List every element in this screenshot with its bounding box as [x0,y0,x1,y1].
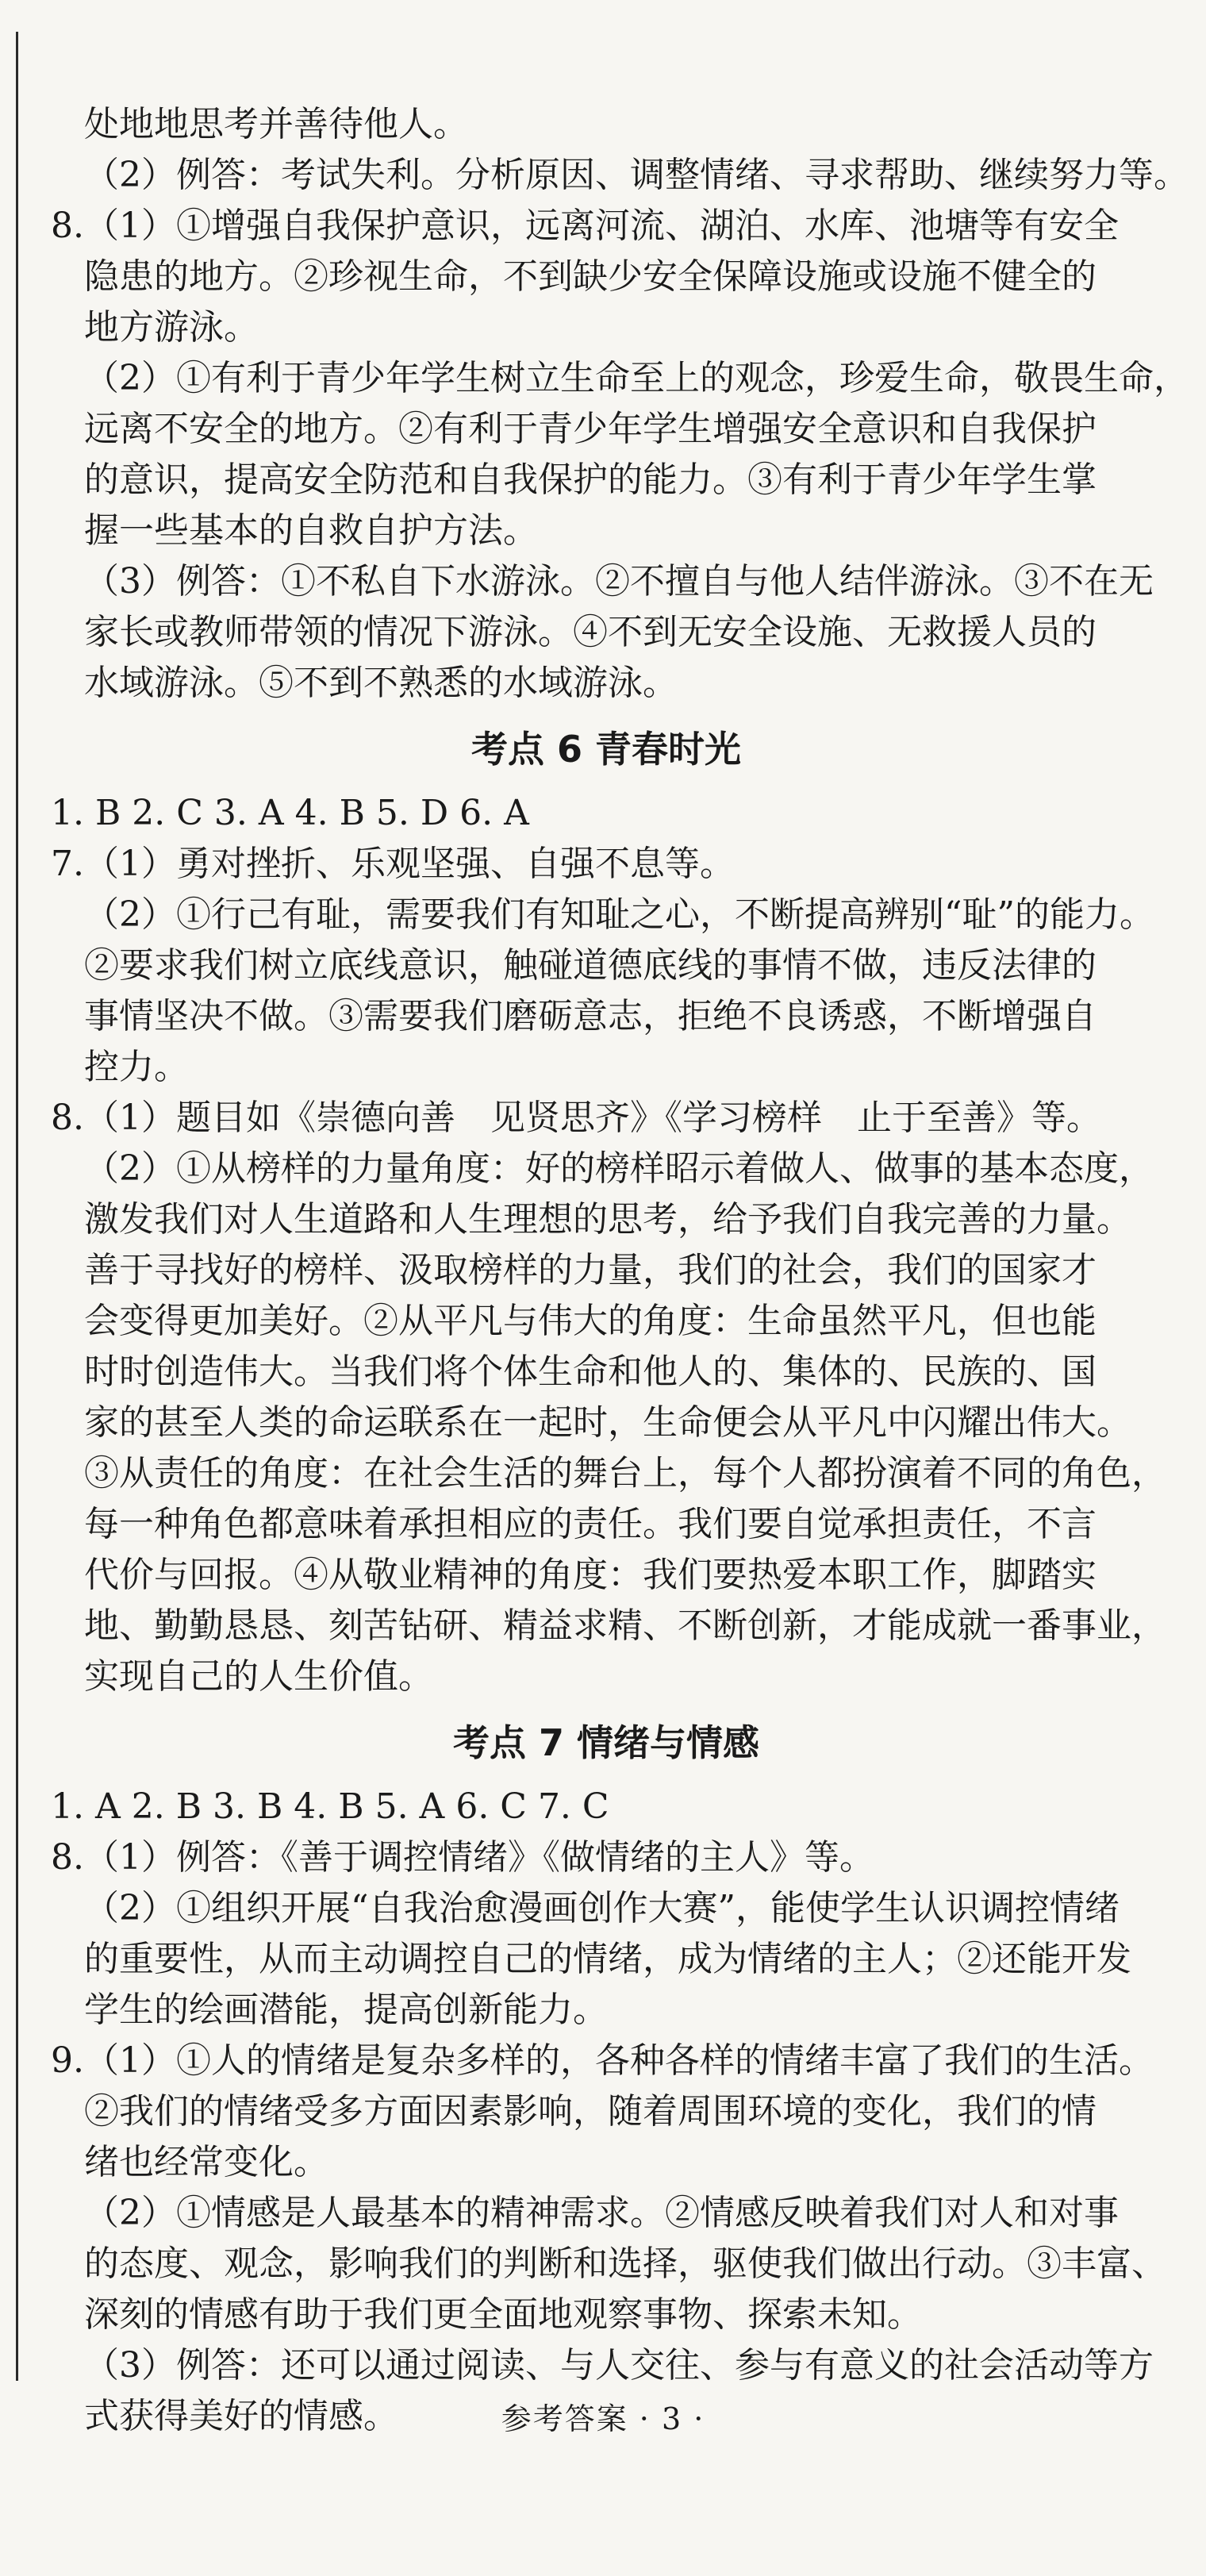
text-line: 家长或教师带领的情况下游泳。④不到无安全设施、无救援人员的 [84,612,1097,652]
text-line: 8.（1）例答：《善于调控情绪》《做情绪的主人》等。 [51,1837,874,1878]
text-line: 会变得更加美好。②从平凡与伟大的角度：生命虽然平凡，但也能 [84,1301,1097,1341]
text-line: 1. A 2. B 3. B 4. B 5. A 6. C 7. C [51,1786,609,1827]
text-line: （2）①组织开展“自我治愈漫画创作大赛”，能使学生认识调控情绪 [84,1888,1120,1928]
text-line: （2）①有利于青少年学生树立生命至上的观念，珍爱生命，敬畏生命， [84,358,1189,398]
text-line: 握一些基本的自救自护方法。 [84,510,538,551]
text-line: 8.（1）①增强自我保护意识，远离河流、湖泊、水库、池塘等有安全 [51,206,1119,246]
answer-content [51,99,1189,2442]
text-line: 式获得美好的情感。 [84,2396,398,2436]
section-title-7: 考点 7 情绪与情感 [452,1721,760,1764]
text-line: ③从责任的角度：在社会生活的舞台上，每个人都扮演着不同的角色， [84,1453,1166,1494]
text-line: 控力。 [84,1047,189,1087]
section-title-6: 考点 6 青春时光 [470,728,742,771]
text-line: 地方游泳。 [84,307,259,348]
text-line: 8.（1）题目如《崇德向善 见贤思齐》《学习榜样 止于至善》等。 [51,1098,1101,1138]
text-line: 代价与回报。④从敬业精神的角度：我们要热爱本职工作，脚踏实 [84,1555,1097,1595]
left-margin-rule [16,32,18,2381]
text-line: 的态度、观念，影响我们的判断和选择，驱使我们做出行动。③丰富、 [84,2243,1166,2284]
text-line: 1. B 2. C 3. A 4. B 5. D 6. A [51,793,529,833]
text-line: 7.（1）勇对挫折、乐观坚强、自强不息等。 [51,844,735,884]
text-line: 深刻的情感有助于我们更全面地观察事物、探索未知。 [84,2294,922,2335]
text-line: 学生的绘画潜能，提高创新能力。 [84,1990,608,2030]
text-line: 每一种角色都意味着承担相应的责任。我们要自觉承担责任，不言 [84,1504,1097,1544]
text-line: 处地地思考并善待他人。 [84,104,468,144]
text-line: 时时创造伟大。当我们将个体生命和他人的、集体的、民族的、国 [84,1351,1097,1392]
text-line: 的重要性，从而主动调控自己的情绪，成为情绪的主人；②还能开发 [84,1939,1131,1979]
text-line: 实现自己的人生价值。 [84,1656,433,1697]
text-line: 地、勤勤恳恳、刻苦钻研、精益求精、不断创新，才能成就一番事业， [84,1605,1166,1646]
text-line: （2）①情感是人最基本的精神需求。②情感反映着我们对人和对事 [84,2193,1119,2233]
text-line: ②我们的情绪受多方面因素影响，随着周围环境的变化，我们的情 [84,2091,1097,2132]
text-line: （2）①行己有耻，需要我们有知耻之心，不断提高辨别“耻”的能力。 [84,894,1154,935]
text-line: 隐患的地方。②珍视生命，不到缺少安全保障设施或设施不健全的 [84,256,1097,297]
text-line: 绪也经常变化。 [84,2142,328,2182]
text-line: 家的甚至人类的命运联系在一起时，生命便会从平凡中闪耀出伟大。 [84,1402,1131,1443]
text-line: （2）例答：考试失利。分析原因、调整情绪、寻求帮助、继续努力等。 [84,155,1189,195]
page-footer: 参考答案 · 3 · [501,2401,705,2436]
text-line: （2）①从榜样的力量角度：好的榜样昭示着做人、做事的基本态度， [84,1148,1154,1189]
text-line: （3）例答：还可以通过阅读、与人交往、参与有意义的社会活动等方 [84,2345,1154,2386]
text-line: 激发我们对人生道路和人生理想的思考，给予我们自我完善的力量。 [84,1199,1131,1240]
text-line: 远离不安全的地方。②有利于青少年学生增强安全意识和自我保护 [84,409,1097,449]
text-line: 水域游泳。⑤不到不熟悉的水域游泳。 [84,663,678,703]
text-line: 的意识，提高安全防范和自我保护的能力。③有利于青少年学生掌 [84,459,1097,500]
text-line: 善于寻找好的榜样、汲取榜样的力量，我们的社会，我们的国家才 [84,1250,1097,1290]
text-line: 9.（1）①人的情绪是复杂多样的，各种各样的情绪丰富了我们的生活。 [51,2040,1154,2081]
text-line: ②要求我们树立底线意识，触碰道德底线的事情不做，违反法律的 [84,945,1097,986]
text-line: 事情坚决不做。③需要我们磨砺意志，拒绝不良诱惑，不断增强自 [84,996,1097,1036]
text-line: （3）例答：①不私自下水游泳。②不擅自与他人结伴游泳。③不在无 [84,561,1154,602]
